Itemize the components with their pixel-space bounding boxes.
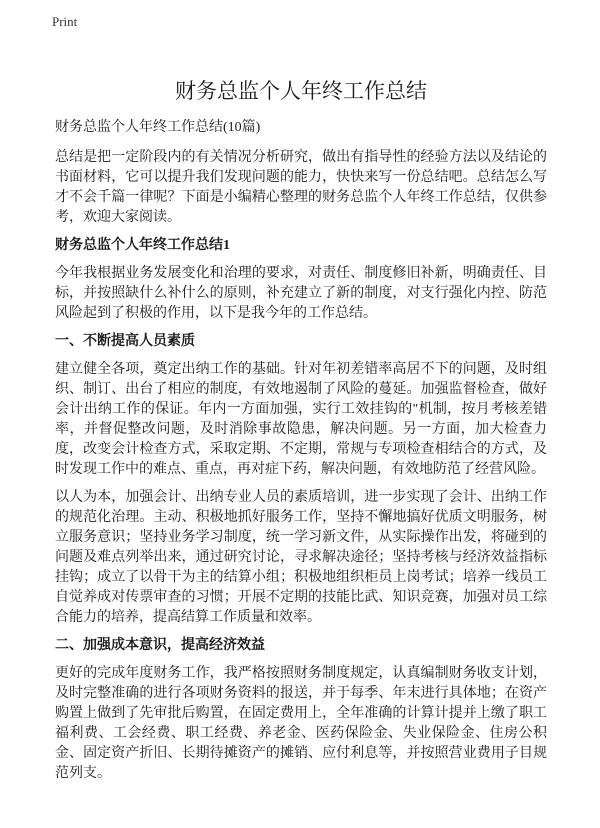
part1-heading: 一、不断提高人员素质 [55,334,195,349]
part2-heading: 二、加强成本意识，提高经济效益 [55,638,265,653]
intro-paragraph: 总结是把一定阶段内的有关情况分析研究，做出有指导性的经验方法以及结论的书面材料，它可以提升我们发现问题的能力，快快来写一份总结吧。总结怎么写才不会千篇一律呢？下面是小编精心整理的财务总监个人年终工作总结，仅供参考，欢迎大家阅读。 [55,150,547,225]
section-paragraph: 今年我根据业务发展变化和治理的要求，对责任、制度修旧补新，明确责任、目标，并按照缺什么补什么的原则，补充建立了新的制度，对支行强化内控、防范风险起到了积极的作用，以下是我今年的工作总结。 [55,266,547,321]
part1-paragraph: 以人为本，加强会计、出纳专业人员的素质培训，进一步实现了会计、出纳工作的规范化治理。主动、积极地抓好服务工作，坚持不懈地搞好优质文明服务，树立服务意识；坚持业务学习制度，统一学习新文件，从实际操作出发，将碰到的问题及难点列举出来，通过研究讨论，寻求解决途径；坚持考核与经济效益指标挂钩；成立了以骨干为主的结算小组；积极地组织柜员上岗考试；培养一线员工自觉养成对传票审查的习惯；开展不定期的技能比武、知识竞赛，加强对员工综合能力的培养，提高结算工作质量和效率。 [55,490,547,625]
section-heading: 财务总监个人年终工作总结1 [55,238,230,253]
print-link[interactable]: Print [52,14,78,29]
document-body [55,76,547,792]
part1-paragraph: 建立健全各项，奠定出纳工作的基础。针对年初差错率高居不下的问题，及时组织、制订、出台了相应的制度，有效地遏制了风险的蔓延。加强监督检查，做好会计出纳工作的保证。年内一方面加强，实行工效挂钩的"机制，按月考核差错率，并督促整改问题，及时消除事故隐患，解决问题。另一方面，加大检查力度，改变会计检查方式，采取定期、不定期，常规与专项检查相结合的方式，及时发现工作中的难点、重点，再对症下药，解决问题，有效地防范了经营风险。 [55,362,547,477]
document-title: 财务总监个人年终工作总结 [175,79,427,103]
part2-paragraph: 更好的完成年度财务工作，我严格按照财务制度规定，认真编制财务收支计划，及时完整准确的进行各项财务资料的报送，并于每季、年末进行具体地；在资产购置上做到了先审批后购置，在固定费用上，全年准确的计算计提并上缴了职工福利费、工会经费、职工经费、养老金、医药保险金、失业保险金、住房公积金、固定资产折旧、长期待摊资产的摊销、应付利息等，并按照营业费用子目规范列支。 [55,666,547,781]
document-subtitle: 财务总监个人年终工作总结(10篇) [55,120,261,135]
